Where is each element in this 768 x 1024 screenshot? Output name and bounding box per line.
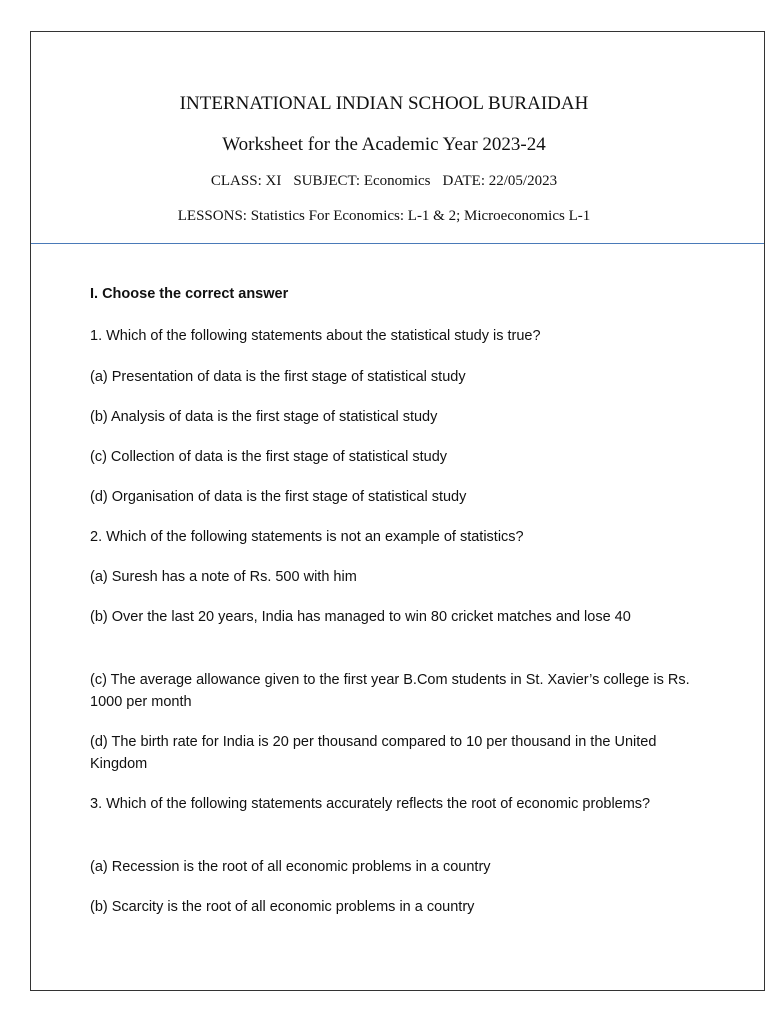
question-2: 2. Which of the following statements is not an example of statistics? (90, 529, 524, 545)
date-label: DATE: 22/05/2023 (442, 173, 558, 189)
subject-label: SUBJECT: Economics (293, 173, 431, 189)
question-2-option-c: (c) The average allowance given to the first year B.Com students in St. Xavier’s college is Rs. 1000 per month (90, 672, 690, 710)
class-label: CLASS: XI (210, 173, 282, 189)
question-1: 1. Which of the following statements about the statistical study is true? (90, 328, 541, 344)
question-1-option-a: (a) Presentation of data is the first stage of statistical study (90, 369, 466, 385)
question-2-option-b: (b) Over the last 20 years, India has managed to win 80 cricket matches and lose 40 (90, 609, 631, 625)
class-subject-date-line (0, 173, 768, 190)
question-2-option-a: (a) Suresh has a note of Rs. 500 with him (90, 569, 357, 585)
question-2-option-d: (d) The birth rate for India is 20 per thousand compared to 10 per thousand in the United Kingdom (90, 734, 657, 772)
question-1-option-b: (b) Analysis of data is the first stage of statistical study (90, 409, 438, 425)
school-name: INTERNATIONAL INDIAN SCHOOL BURAIDAH (179, 93, 589, 114)
header-divider (31, 243, 764, 244)
question-3-option-b: (b) Scarcity is the root of all economic problems in a country (90, 899, 475, 915)
worksheet-title: Worksheet for the Academic Year 2023-24 (222, 134, 546, 155)
question-3: 3. Which of the following statements accurately reflects the root of economic problems? (90, 796, 651, 812)
section-heading: I. Choose the correct answer (90, 286, 289, 302)
question-3-option-a: (a) Recession is the root of all economic problems in a country (90, 859, 491, 875)
question-1-option-c: (c) Collection of data is the first stage of statistical study (90, 449, 448, 465)
lessons-line: LESSONS: Statistics For Economics: L-1 & 2; Microeconomics L-1 (177, 208, 591, 224)
question-1-option-d: (d) Organisation of data is the first stage of statistical study (90, 489, 467, 505)
